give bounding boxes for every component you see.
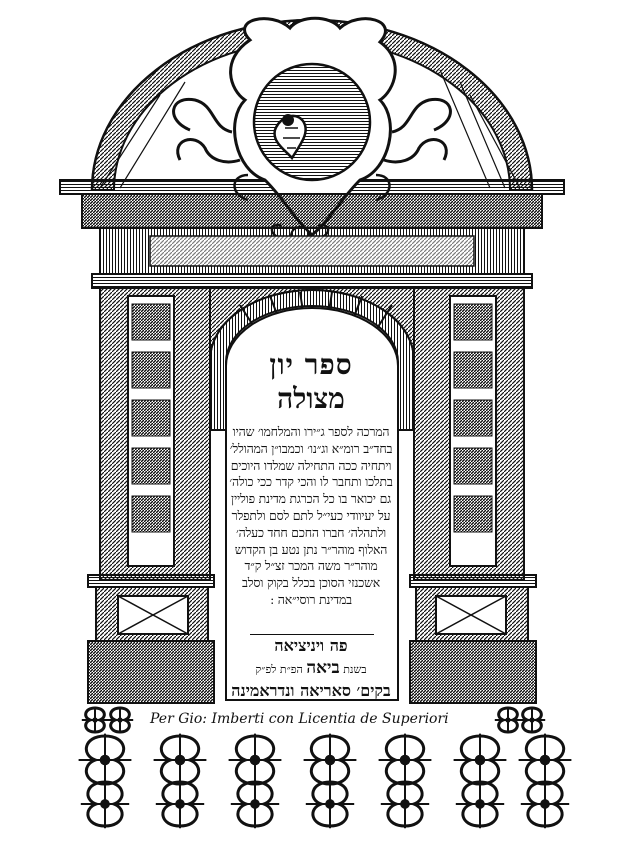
description-line: מוהר״ר משה המכר זצ״ל ק״ד	[244, 558, 378, 574]
description-line: בחד״ב רומ״א וג״נו׳ וכמבו״ן המהולל׳	[229, 440, 393, 456]
fleuron-large	[156, 780, 204, 828]
description-line: ולתהלה׳ חברו החכם חחד כעלה׳	[235, 524, 387, 540]
entablature	[82, 194, 542, 288]
description-line: ויתחיה ככה התחילה שמלדו היוכים	[230, 457, 392, 473]
description-line: במדינת רוסי״אה :	[270, 591, 352, 607]
description-line: האלוף מוהר״ר נתן נטע בן הקדוש	[234, 541, 388, 557]
printer-name: בקים׳ סאריאה ונדראמינה	[231, 681, 391, 700]
right-pier	[410, 288, 536, 703]
description-text	[212, 424, 410, 609]
description-line: המרכה לספר ג״ירו והמלחמו׳ שהיו	[232, 424, 390, 439]
fleuron-large	[306, 780, 354, 828]
description-line: גם יכואר בו כל הכרגת מדינת פוליין	[230, 491, 391, 507]
fleuron-large	[229, 734, 282, 787]
year-suffix: הפ״ת לפ״ק	[255, 663, 303, 676]
description-line: אשכנזי הסוכן בכלל בקוק וסלב	[242, 575, 380, 591]
fleuron-small	[519, 707, 545, 733]
divider	[250, 634, 374, 635]
year-value: ביאה	[306, 658, 340, 678]
year-prefix: בשנת	[343, 663, 367, 676]
fleuron-large	[154, 734, 207, 787]
fleuron-large	[381, 780, 429, 828]
place-of-printing: פה ויניציאה	[274, 636, 348, 655]
fleuron-small	[495, 707, 521, 733]
imprint-line: Per Gio: Imberti con Licentia de Superiori	[150, 711, 449, 727]
year-line	[212, 659, 410, 679]
book-title-line2: מצולה	[277, 382, 345, 415]
fleuron-large	[519, 734, 572, 787]
left-pier	[88, 288, 214, 703]
description-line: בתלכו ותחבר לו והכי קדר ככי כולה׳	[229, 474, 393, 490]
fleuron-large	[231, 780, 279, 828]
fleuron-small	[82, 707, 108, 733]
fleuron-small	[107, 707, 133, 733]
fleuron-large	[454, 734, 507, 787]
fleuron-large	[379, 734, 432, 787]
fleuron-large	[304, 734, 357, 787]
book-title-line1: ספר יון	[269, 348, 353, 381]
description-line: על יעיוודי כעי״ל לתם לסם ולתפלר	[231, 507, 391, 523]
fleuron-large	[79, 734, 132, 787]
fleuron-large	[81, 780, 129, 828]
fleuron-large	[456, 780, 504, 828]
fleuron-large	[521, 780, 569, 828]
